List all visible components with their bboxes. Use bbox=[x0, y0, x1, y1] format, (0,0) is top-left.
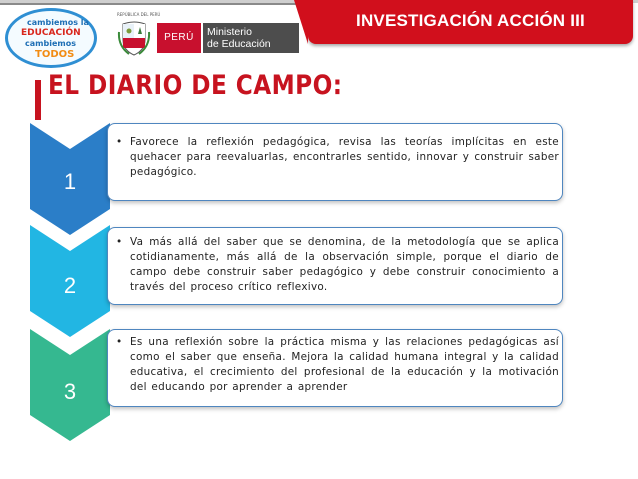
emblem-label: REPÚBLICA DEL PERÚ bbox=[117, 12, 161, 17]
ministry-logo bbox=[117, 12, 299, 57]
ministry-name bbox=[203, 23, 299, 53]
bullet-icon: • bbox=[116, 336, 123, 348]
campaign-logo bbox=[5, 8, 101, 70]
coat-of-arms-icon bbox=[117, 20, 151, 57]
step-text bbox=[116, 235, 559, 295]
header-banner bbox=[308, 0, 633, 44]
step-number: 3 bbox=[63, 379, 77, 404]
bullet-icon: • bbox=[116, 236, 123, 248]
list-item-3 bbox=[30, 329, 566, 441]
ministry-name-line: de Educación bbox=[207, 38, 271, 50]
title-accent-bar bbox=[35, 80, 41, 120]
step-paragraph: Es una reflexión sobre la práctica misma y las relaciones pedagógicas así como el saber que enseña. Mejora la calidad humana integral y la calidad educativa, el crecimiento del profesional de la educación y la motivación del educando por aprender a aprender bbox=[130, 336, 559, 393]
top-divider-dark bbox=[0, 3, 300, 5]
logo-line: TODOS bbox=[35, 49, 75, 60]
ministry-name-line: Ministerio bbox=[207, 26, 252, 38]
step-number: 2 bbox=[63, 273, 77, 298]
logo-line: cambiemos bbox=[25, 39, 76, 48]
list-item-2 bbox=[30, 225, 566, 337]
list-item-1 bbox=[30, 123, 566, 235]
step-paragraph: Favorece la reflexión pedagógica, revisa las teorías implícitas en este quehacer para reevaluarlas, encontrarles sentido, innovar y construir saber pedagógico. bbox=[130, 136, 559, 178]
banner-title: INVESTIGACIÓN ACCIÓN III bbox=[356, 11, 585, 30]
page-title: EL DIARIO DE CAMPO: bbox=[48, 70, 343, 101]
step-paragraph: Va más allá del saber que se denomina, de la metodología que se aplica cotidianamente, más allá de la observación simple, porque el diario de campo debe construir saber pedagógico y debe construir conocimiento a través del proceso crítico reflexivo. bbox=[130, 236, 559, 293]
logo-line: EDUCACIÓN bbox=[21, 28, 81, 38]
logo-line: cambiemos la bbox=[27, 18, 89, 27]
bullet-icon: • bbox=[116, 136, 123, 148]
country-label: PERÚ bbox=[157, 23, 201, 53]
step-text bbox=[116, 335, 559, 395]
step-number: 1 bbox=[63, 169, 77, 194]
step-text bbox=[116, 135, 559, 180]
